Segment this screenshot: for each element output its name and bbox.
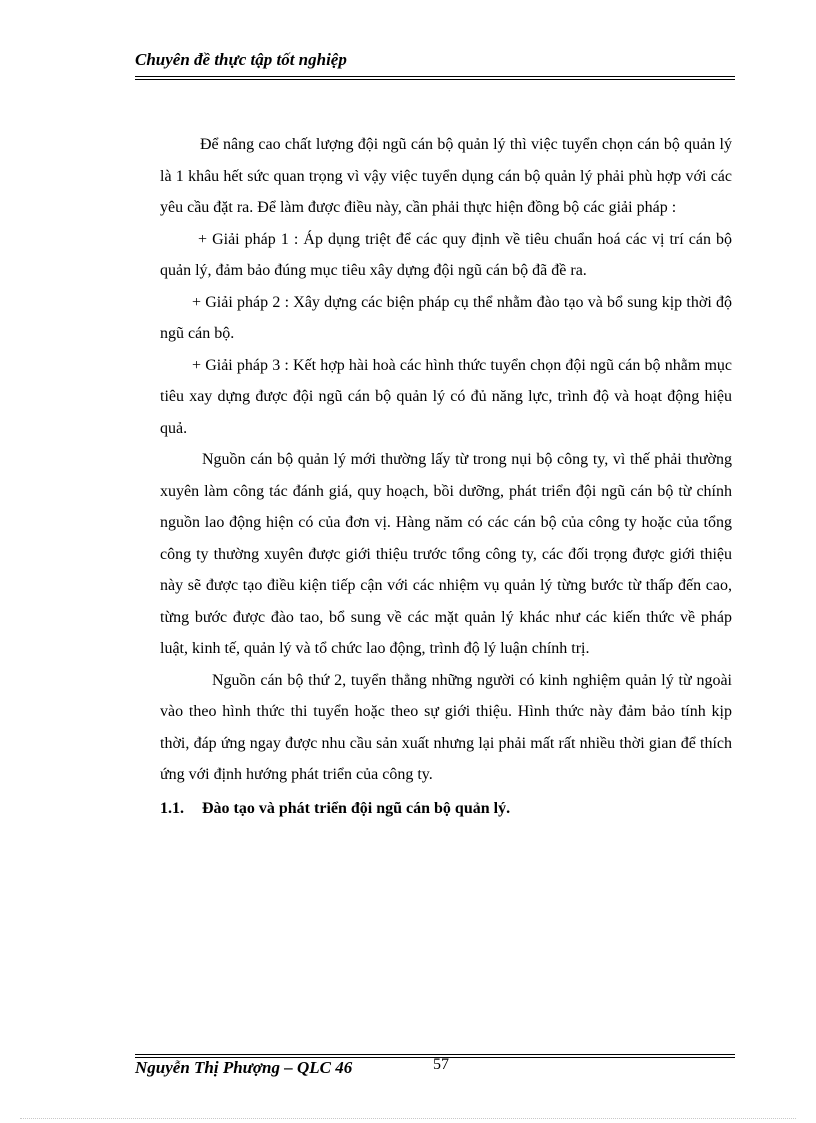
section-heading bbox=[160, 793, 732, 825]
section-number: 1.1. bbox=[160, 799, 184, 817]
page-footer bbox=[135, 1054, 735, 1088]
page-number: 57 bbox=[433, 1056, 449, 1073]
paragraph-solution-2: + Giải pháp 2 : Xây dựng các biện pháp cụ thể nhằm đào tạo và bổ sung kịp thời độ ngũ cán bộ. bbox=[160, 293, 732, 342]
footer-author: Nguyễn Thị Phượng – QLC 46 bbox=[135, 1058, 353, 1077]
header-title: Chuyên đề thực tập tốt nghiệp bbox=[135, 50, 347, 69]
paragraph: Để nâng cao chất lượng đội ngũ cán bộ quản lý thì việc tuyển chọn cán bộ quản lý là 1 khâu hết sức quan trọng vì vậy việc tuyển dụng cán bộ quản lý phải phù hợp với các yêu cầu đặt ra. Để làm được điều này, cần phải thực hiện đồng bộ các giải pháp : bbox=[160, 136, 732, 216]
paragraph: Nguồn cán bộ quản lý mới thường lấy từ trong nụi bộ công ty, vì thế phải thường xuyên làm công tác đánh giá, quy hoạch, bồi dưỡng, phát triển đội ngũ cán bộ từ chính nguồn lao động hiện có của đơn vị. Hàng năm có các cán bộ của công ty hoặc của tổng công ty thường xuyên được giới thiệu trước tổng công ty, các đối trọng được giới thiệu này sẽ được tạo điều kiện tiếp cận với các nhiệm vụ quản lý từng bước từ thấp đến cao, từng bước được đào tao, bổ sung về các mặt quản lý khác như các kiến thức về pháp luật, kinh tế, quản lý và tổ chức lao động, trình độ lý luận chính trị. bbox=[160, 451, 732, 657]
paragraph: Nguồn cán bộ thứ 2, tuyển thẳng những người có kinh nghiệm quản lý từ ngoài vào theo hình thức thi tuyển hoặc theo sự giới thiệu. Hình thức này đảm bảo tính kịp thời, đáp ứng ngay được nhu cầu sản xuất nhưng lại phải mất rất nhiều thời gian để thích ứng với định hướng phát triển của công ty. bbox=[160, 671, 732, 783]
section-title: Đào tạo và phát triển đội ngũ cán bộ quản lý. bbox=[202, 799, 511, 817]
paragraph-solution-1: + Giải pháp 1 : Áp dụng triệt để các quy định về tiêu chuẩn hoá các vị trí cán bộ quản lý, đảm bảo đúng mục tiêu xây dựng đội ngũ cán bộ đã đề ra. bbox=[160, 230, 732, 279]
page-body bbox=[160, 129, 732, 824]
page-header bbox=[135, 50, 735, 80]
page-boundary-divider bbox=[20, 1118, 796, 1119]
paragraph-solution-3: + Giải pháp 3 : Kết hợp hài hoà các hình thức tuyển chọn đội ngũ cán bộ nhằm mục tiêu xay dựng được đội ngũ cán bộ quản lý có đủ năng lực, trình độ và hoạt động hiệu quả. bbox=[160, 356, 732, 437]
